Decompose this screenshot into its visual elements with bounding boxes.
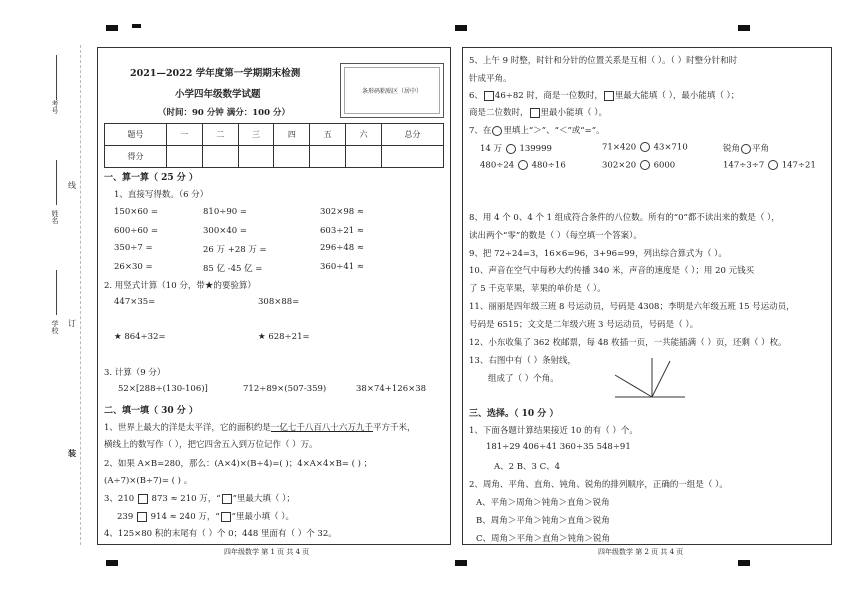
left-page-frame: [97, 47, 451, 545]
s3-q2: 2、周角、平角、直角、钝角、锐角的排列顺序，正确的一组是（ ）。: [469, 480, 728, 490]
barcode-label: 条形码粘贴区（居中）: [361, 88, 422, 95]
q7-left: 302×20: [602, 160, 637, 171]
q5-line1: 5、上午 9 时整，时针和分针的位置关系是互相（ ）。（ ）时整分针和时: [469, 56, 738, 66]
q6-line1: [469, 89, 739, 101]
vertical-calc-item: 447×35=: [114, 297, 156, 307]
s3-q2-option-c: C、周角＞平角＞直角＞钝角＞锐角: [476, 534, 611, 544]
score-table: [104, 123, 444, 168]
calc-item: 350÷7 =: [114, 243, 153, 253]
answer-box: [222, 494, 232, 504]
footer-left: 四年级数学 第 1 页 共 4 页: [224, 548, 310, 556]
score-cell[interactable]: [238, 146, 274, 168]
table-header: 二: [202, 124, 238, 146]
answer-box: [604, 91, 614, 101]
q10-line2: 了 5 千克苹果，苹果的单价是（ ）。: [469, 284, 606, 294]
q6-line2: [469, 106, 607, 118]
q7-item: [723, 142, 769, 154]
compare-circle-icon[interactable]: [741, 144, 751, 154]
s3-q1-options: A、2 B、3 C、4: [494, 462, 561, 472]
compare-circle-icon[interactable]: [518, 160, 528, 170]
compute-item: 38×74+126×38: [356, 384, 427, 394]
footer-right: 四年级数学 第 2 页 共 4 页: [598, 548, 684, 556]
q11-line1: 11、丽丽是四年级三班 8 号运动员，号码是 4308；李明是六年级五班 15 号运动员，: [469, 302, 795, 312]
q10-line1: 10、声音在空气中每秒大约传播 340 米，声音的速度是（ ）；用 20 元钱买: [469, 266, 755, 276]
calc-item: 360÷41 ≈: [320, 262, 364, 272]
q7-item: [602, 142, 688, 153]
barcode-area: [340, 63, 444, 118]
s2-q1-line1: [104, 421, 415, 433]
ray-angle-figure: [610, 355, 690, 405]
s3-q1-items: 181÷29 406÷41 360÷35 548÷91: [486, 442, 631, 452]
compare-circle-icon[interactable]: [640, 142, 650, 152]
table-header: 三: [238, 124, 274, 146]
score-row: [105, 146, 444, 168]
registration-mark: [455, 25, 467, 31]
calc-item: 150×60 =: [114, 207, 158, 217]
answer-box[interactable]: [137, 512, 147, 522]
s1-q3-title: 3. 计算（9 分）: [104, 368, 166, 378]
s3-q2-option-b: B、周角＞平角＞钝角＞直角＞锐角: [476, 516, 610, 526]
q5-line2: 针成平角。: [469, 74, 512, 84]
score-cell[interactable]: [166, 146, 202, 168]
s3-q1: 1、下面各题计算结果接近 10 的有（ ）个。: [469, 426, 638, 436]
q7-right: 43×710: [653, 142, 688, 153]
s1-q2-title: 2. 用竖式计算（10 分，带★的要验算）: [104, 281, 256, 291]
binding-line: [80, 45, 81, 545]
vertical-calc-item: 308×88=: [258, 297, 300, 307]
q7-right: 147÷21: [781, 160, 816, 171]
s2-q3-text: ”里最大填（ ）；: [232, 494, 295, 504]
registration-mark: [106, 25, 118, 31]
s2-q3-text: ”里最小填（ ）。: [231, 512, 294, 522]
q7-right: 139999: [519, 144, 552, 154]
q9-line: 9、把 72÷24=3，16×6=96，3+96=99，列出综合算式为（ ）。: [469, 249, 727, 259]
q11-line2: 号码是 6515；文文是二年级六班 3 号运动员，号码是（ ）。: [469, 320, 699, 330]
calc-item: 85 亿 -45 亿 =: [203, 264, 263, 274]
s2-q3-text: 914 ≈ 240 万，“: [150, 512, 220, 522]
s2-q3-line1: [104, 492, 295, 504]
calc-item: 300×40 =: [203, 226, 247, 236]
q7-left: 480÷24: [480, 160, 515, 171]
exam-subtitle: 小学四年级数学试题: [175, 89, 261, 100]
q7-item: [602, 160, 675, 171]
calc-item: 603÷21 ≈: [320, 226, 364, 236]
vertical-calc-item: ★ 628÷21=: [258, 332, 310, 342]
s2-q3-text: 239: [117, 512, 134, 522]
section1-title: 一、算一算（ 25 分 ）: [104, 173, 198, 183]
s2-q3-line2: [117, 510, 294, 522]
answer-box[interactable]: [138, 494, 148, 504]
exam-no-label: 考号: [51, 100, 59, 114]
s2-q1-text-a: 1、世界上最大的洋是太平洋，它的面积约是: [104, 423, 271, 433]
s2-q1-line2: 横线上的数写作（ ），把它四舍五入到万位记作（ ）万。: [104, 440, 318, 450]
answer-box[interactable]: [484, 91, 494, 101]
q7-left: 71×420: [602, 142, 637, 153]
table-header: 六: [346, 124, 382, 146]
compare-circle-icon[interactable]: [768, 160, 778, 170]
compare-circle-icon: [492, 126, 502, 136]
exam-no-line: [56, 55, 57, 100]
school-label: 学校: [51, 320, 59, 334]
q7-item: [723, 160, 816, 171]
table-header: 题号: [105, 124, 167, 146]
q7-text: 7、在: [469, 126, 492, 136]
row-label: 得分: [105, 146, 167, 168]
line-char: 线: [68, 181, 76, 190]
q7-item: [480, 160, 566, 171]
time-info: （时间：90 分钟 满分：100 分）: [158, 108, 290, 118]
s2-q1-text-b: 平方千米，: [372, 423, 416, 433]
calc-item: 26 万 +28 万 =: [203, 245, 267, 255]
score-cell[interactable]: [381, 146, 443, 168]
q12-line: 12、小东收集了 362 枚邮票，每 48 枚插一页，一共能插满（ ）页，还剩（ ）枚。: [469, 338, 787, 348]
q7-item: [480, 142, 552, 154]
q7-right: 6000: [653, 160, 676, 171]
name-line: [56, 160, 57, 205]
compare-circle-icon[interactable]: [506, 144, 516, 154]
q6-text: 里最大能填（ ），最小能填（ ）；: [614, 91, 740, 101]
section2-title: 二、填一填（ 30 分 ）: [104, 406, 198, 416]
score-cell[interactable]: [274, 146, 310, 168]
q6-text: 6、: [469, 91, 483, 101]
q8-line2: 读出两个“零”的数是（ ）（每空填一个答案）。: [469, 231, 642, 241]
answer-box: [530, 108, 540, 118]
section3-title: 三、选择。（ 10 分 ）: [469, 409, 559, 419]
calc-item: 810÷90 =: [203, 207, 247, 217]
compare-circle-icon[interactable]: [640, 160, 650, 170]
q13-line2: 组成了（ ）个角。: [488, 374, 559, 384]
registration-mark: [455, 560, 467, 566]
compute-item: 712÷89×(507-359): [243, 384, 327, 394]
q7-left: 147÷3÷7: [723, 160, 765, 171]
registration-mark: [738, 25, 750, 31]
calc-item: 600÷60 =: [114, 226, 158, 236]
vertical-calc-item: ★ 864÷32=: [114, 332, 166, 342]
table-header: 总分: [381, 124, 443, 146]
calc-item: 302×98 ≈: [320, 207, 364, 217]
s2-q2-line2: (A÷7)×(B÷7)= ( ) 。: [104, 476, 193, 486]
bind-char: 订: [68, 319, 76, 328]
registration-mark: [738, 560, 750, 566]
score-cell[interactable]: [202, 146, 238, 168]
q7-left: 锐角: [723, 144, 741, 154]
s1-q1-title: 1、直接写得数。（6 分）: [114, 190, 209, 200]
table-header: 一: [166, 124, 202, 146]
q6-text: 46÷82 时，商是一位数时，: [494, 91, 603, 101]
q8-line1: 8、用 4 个 0、4 个 1 组成符合条件的八位数。所有的“0”都不读出来的数是（ ），: [469, 213, 780, 223]
table-header: 四: [274, 124, 310, 146]
q7-title: [469, 124, 605, 136]
table-header: 五: [310, 124, 346, 146]
q7-right: 平角: [752, 144, 770, 154]
q7-text: 里填上“＞”、“＜”或“=”。: [503, 126, 605, 136]
calc-item: 296÷48 ≈: [320, 243, 364, 253]
score-header-row: [105, 124, 444, 146]
s3-q2-option-a: A、平角＞周角＞钝角＞直角＞锐角: [476, 498, 610, 508]
s2-q4-line: 4、125×80 积的末尾有（ ）个 0；448 里面有（ ）个 32。: [104, 529, 337, 539]
s2-q2-line1: 2、如果 A×B=280，那么：(A×4)×(B÷4)=( )；4×A×4×B= ( ) ；: [104, 459, 373, 469]
score-cell[interactable]: [310, 146, 346, 168]
registration-mark: [132, 24, 141, 28]
seal-char: 装: [68, 448, 76, 458]
s2-q1-underlined: 一亿七千八百八十六万九千: [270, 423, 373, 433]
school-line: [56, 270, 57, 315]
q6-text: 商是二位数时，: [469, 108, 529, 118]
s2-q3-text: 3、210: [104, 494, 135, 504]
registration-mark: [106, 560, 118, 566]
q7-right: 480÷16: [531, 160, 566, 171]
compute-item: 52×[288÷(130-106)]: [118, 384, 208, 394]
name-label: 姓名: [51, 210, 59, 224]
exam-title: 2021—2022 学年度第一学期期末检测: [130, 68, 301, 79]
score-cell[interactable]: [346, 146, 382, 168]
q6-text: 里最小能填（ ）。: [540, 108, 607, 118]
calc-item: 26×30 =: [114, 262, 153, 272]
s2-q3-text: 873 ≈ 210 万，“: [151, 494, 221, 504]
q13-line1: 13、右图中有（ ）条射线，: [469, 356, 577, 366]
answer-box: [221, 512, 231, 522]
q7-left: 14 万: [480, 144, 503, 154]
